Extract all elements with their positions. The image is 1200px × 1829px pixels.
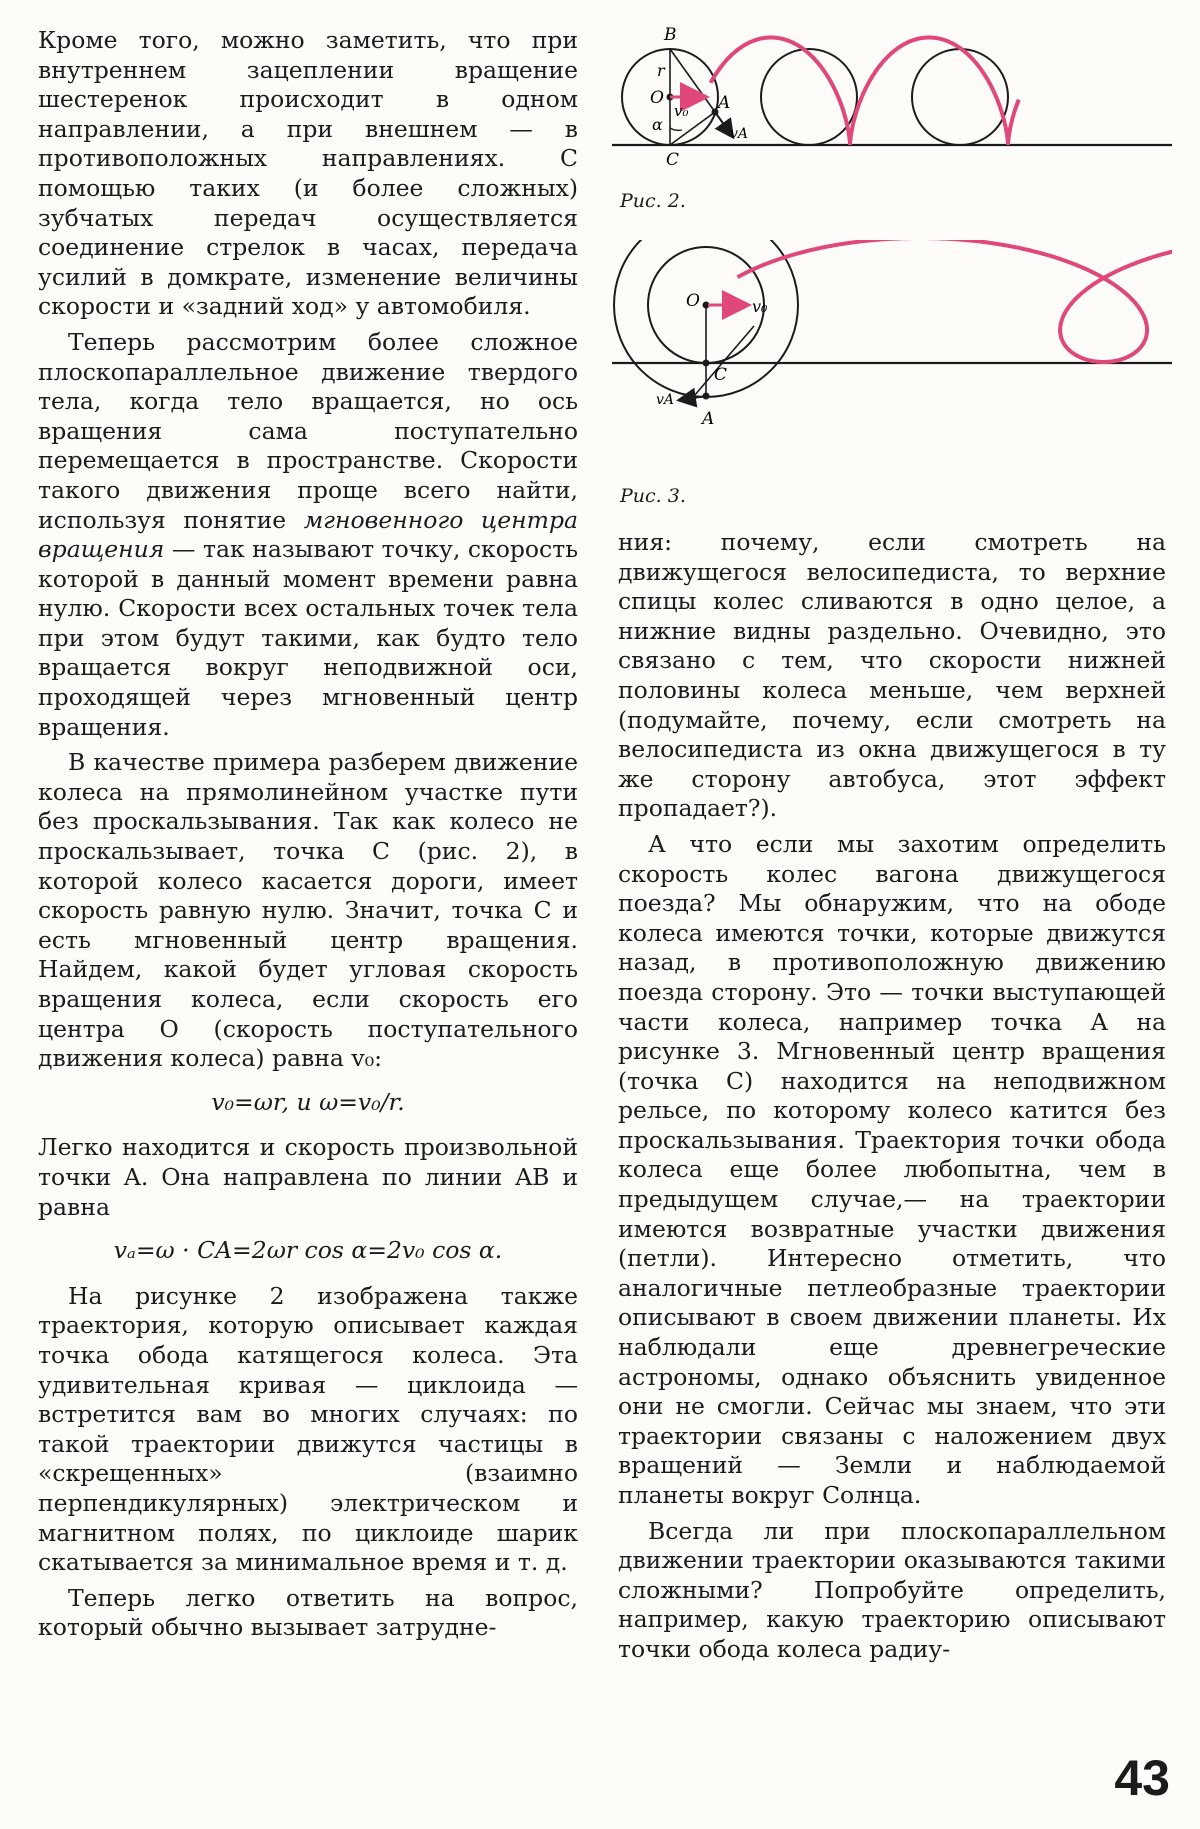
label-O: O (650, 88, 664, 108)
label-C: C (666, 150, 680, 170)
label-v0: v₀ (752, 297, 768, 316)
label-r: r (657, 61, 665, 80)
emphasis-term: мгновенного центра вращения (38, 505, 579, 564)
paragraph: На рисунке 2 изображена также траектория, которую описывает каждая точка обода катящегося колеса. Эта удивительная кривая — циклоида — встретится вам во многих случаях: по такой траектории движутся частицы в «скрещенных» (взаимно перпендикулярных) электрическом и магнитном полях, по циклоиде шарик скатывается за минимальное время и т. д. (38, 1281, 578, 1577)
paragraph: ния: почему, если смотреть на движущегося велосипедиста, то верхние спицы колес сливаются в одно целое, а нижние видны раздельно. Очевидно, это связано с тем, что скорости нижней половины колеса меньше, чем верхней (подумайте, почему, если смотреть на велосипедиста из окна движущегося в ту же сторону автобуса, этот эффект пропадает?). (618, 528, 1166, 823)
paragraph: Легко находится и скорость произвольной точки A. Она направлена по линии AB и равна (38, 1133, 578, 1221)
label-v0: v₀ (674, 102, 689, 120)
paragraph: Теперь рассмотрим более сложное плоскопараллельное движение твердого тела, когда тело вращается, но ось вращения сама поступательно перемещается в пространстве. Скорости такого движения проще всего найти, используя понятие мгновенного центра вращения — так называют точку, скорость которой в данный момент времени равна нулю. Скорости всех остальных точек тела при этом будут такими, как будто тело вращается вокруг неподвижной оси, проходящей через мгновенный центр вращения. (38, 327, 579, 741)
page-number: 43 (1114, 1750, 1170, 1806)
formula: v₀=ωr, и ω=v₀/r. (211, 1087, 405, 1116)
label-alpha: α (652, 115, 663, 134)
label-vA: vA (656, 392, 675, 408)
label-vA: vA (730, 126, 749, 142)
wheel-circle (761, 49, 857, 145)
line-through-C (694, 326, 754, 396)
angle-alpha-arc (670, 128, 682, 130)
figure-3-trochoid (612, 240, 1172, 450)
label-B: B (664, 25, 677, 45)
right-column (618, 528, 1166, 1665)
figure-2-caption: Рис. 2. (620, 190, 686, 212)
point-C (703, 360, 710, 367)
prolate-trochoid-trajectory (738, 240, 1173, 362)
label-O: O (686, 291, 700, 311)
label-A: A (718, 93, 731, 113)
figure-3-caption: Рис. 3. (620, 485, 686, 507)
label-C: C (714, 365, 728, 385)
wheel-circle (912, 49, 1008, 145)
paragraph: А что если мы захотим определить скорость колес вагона движущегося поезда? Мы обнаружим, что на ободе колеса имеются точки, которые движутся назад, в противоположную движению поезда сторону. Это — точки выступающей части колеса, например точка A на рисунке 3. Мгновенный центр вращения (точка C) находится на неподвижном рельсе, по которому колесо катится без проскальзывания. Траектория точки обода колеса еще более любопытна, чем в предыдущем случае,— на траектории имеются возвратные участки движения (петли). Интересно отметить, что аналогичные петлеобразные траектории описывают в своем движении планеты. Их наблюдали еще древнегреческие астрономы, однако объяснить увиденное они не смогли. Сейчас мы знаем, что эти траектории связаны с наложением двух вращений — Земли и наблюдаемой планеты вокруг Солнца. (618, 829, 1166, 1509)
cycloid-trajectory (711, 38, 1019, 146)
paragraph: Кроме того, можно заметить, что при внутреннем зацеплении вращение шестеренок происходит в одном направлении, а при внешнем — в противоположных направлениях. С помощью таких (и более сложных) зубчатых передач осуществляется соединение стрелок в часах, передача усилий в домкрате, изменение величины скорости и «задний ход» у автомобиля. (38, 26, 578, 321)
paragraph: Теперь легко ответить на вопрос, который обычно вызывает затрудне- (38, 1583, 578, 1642)
figure-2-cycloid (612, 20, 1172, 180)
formula: vₐ=ω · CA=2ωr cos α=2v₀ cos α. (113, 1236, 503, 1265)
label-A: A (702, 409, 715, 429)
left-column (38, 26, 578, 1643)
paragraph: В качестве примера разберем движение колеса на прямолинейном участке пути без проскальзывания. Так как колесо не проскальзывает, точка C (рис. 2), в которой колесо касается дороги, имеет скорость равную нулю. Значит, точка C и есть мгновенный центр вращения. Найдем, какой будет угловая скорость вращения колеса, если скорость его центра O (скорость поступательного движения колеса) равна v₀: (38, 748, 578, 1073)
paragraph: Всегда ли при плоскопараллельном движении траектории оказываются такими сложными? Попробуйте определить, например, какую траекторию описывают точки обода колеса радиу- (618, 1516, 1166, 1663)
